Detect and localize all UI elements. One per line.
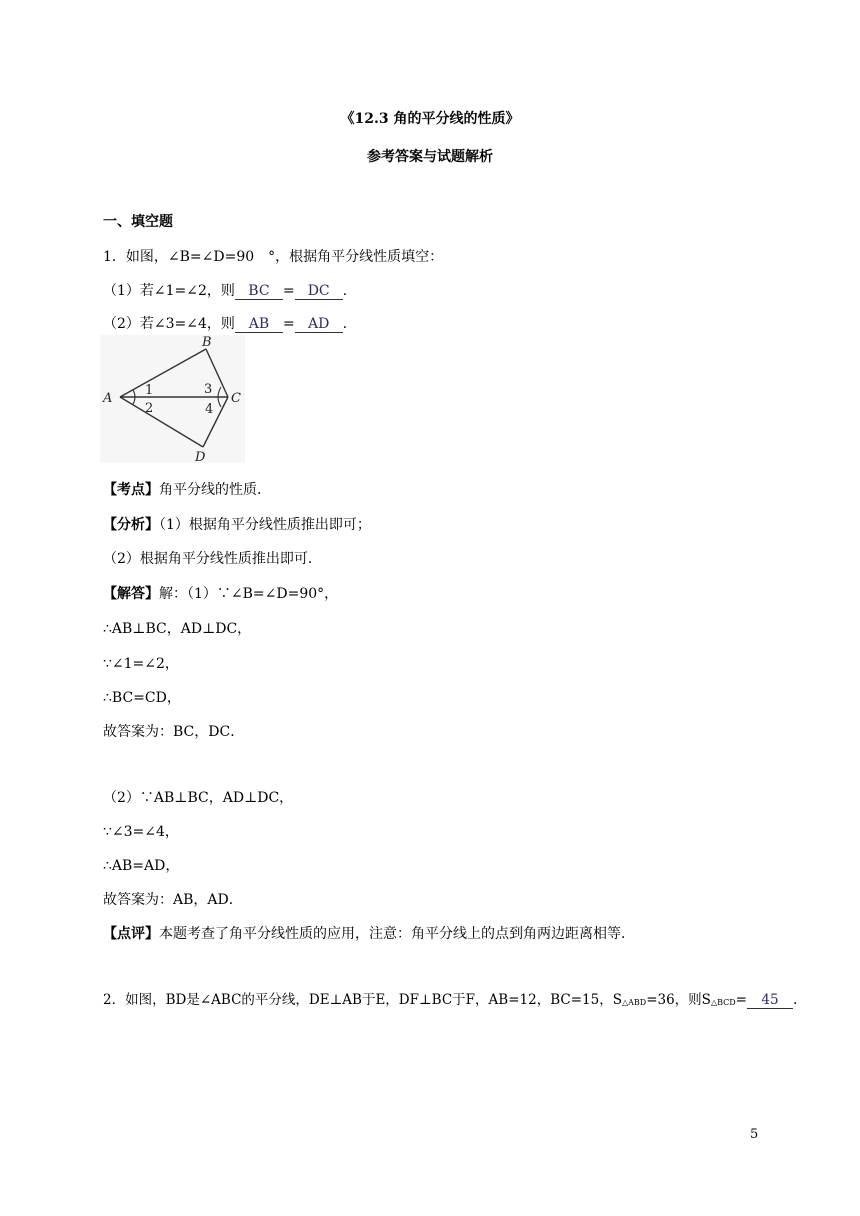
q1-dianping xyxy=(103,925,635,943)
q2-answer: 45 xyxy=(747,992,793,1009)
q1-part1-answer-b: DC xyxy=(295,283,343,300)
q1-fenxi-2: （2）根据角平分线性质推出即可． xyxy=(103,551,322,567)
jieda-text: 解：（1）∵∠B=∠D=90°， xyxy=(159,586,339,602)
fenxi-label: 【分析】 xyxy=(103,517,159,533)
dianping-label: 【点评】 xyxy=(103,926,159,942)
fenxi-text: （1）根据角平分线性质推出即可； xyxy=(159,517,371,533)
q1-geometry-figure xyxy=(100,335,245,463)
solution-part2-line-4: 故答案为：AB，AD． xyxy=(103,892,243,908)
q1-part2 xyxy=(103,315,347,333)
label-angle-4: 4 xyxy=(205,402,214,417)
q1-part1-end: . xyxy=(342,283,348,299)
solution-part2-line-1: （2）∵AB⊥BC，AD⊥DC， xyxy=(103,790,294,806)
q1-part2-end: . xyxy=(342,316,348,332)
solution-line-4: 故答案为：BC，DC． xyxy=(103,724,245,740)
quadrilateral-diagram xyxy=(100,335,245,463)
q1-part1-prefix: （1）若∠1=∠2，则 xyxy=(103,283,235,299)
q1-fenxi xyxy=(103,516,371,534)
q1-part2-prefix: （2）若∠3=∠4，则 xyxy=(103,316,235,332)
figure-background xyxy=(100,335,245,463)
q2-text-2: =36，则S xyxy=(646,992,711,1008)
label-b: B xyxy=(202,335,212,350)
solution-part2-line-3: ∴AB=AD， xyxy=(103,858,180,874)
q2-text: 2．如图，BD是∠ABC的平分线，DE⊥AB于E，DF⊥BC于F，AB=12，BC=15，S xyxy=(103,992,622,1008)
label-angle-3: 3 xyxy=(204,382,213,397)
section-heading: 一、填空题 xyxy=(103,214,173,230)
kaodian-label: 【考点】 xyxy=(103,482,159,498)
q2-subscript-abd: △ABD xyxy=(621,998,647,1007)
label-c: C xyxy=(231,391,241,406)
q1-part1-answer-a: BC xyxy=(235,283,283,300)
solution-line-1: ∴AB⊥BC，AD⊥DC， xyxy=(103,621,252,637)
doc-title: 《12.3 角的平分线的性质》 xyxy=(340,111,520,127)
label-angle-1: 1 xyxy=(145,383,154,398)
q2-text-3: = xyxy=(735,992,747,1008)
q1-part1 xyxy=(103,282,347,300)
kaodian-text: 角平分线的性质． xyxy=(159,482,271,498)
page-number: 5 xyxy=(750,1127,759,1142)
q1-part1-equals: = xyxy=(282,283,295,299)
q1-kaodian xyxy=(103,481,271,499)
q1-part2-equals: = xyxy=(282,316,295,332)
label-angle-2: 2 xyxy=(145,401,154,416)
q1-jieda xyxy=(103,585,338,603)
q1-stem: 1．如图，∠B=∠D=90 °，根据角平分线性质填空： xyxy=(103,249,444,265)
q2-stem xyxy=(103,991,797,1012)
jieda-label: 【解答】 xyxy=(103,586,159,602)
doc-subtitle: 参考答案与试题解析 xyxy=(367,149,493,165)
q1-part2-answer-a: AB xyxy=(235,316,283,333)
dianping-text: 本题考查了角平分线性质的应用，注意：角平分线上的点到角两边距离相等． xyxy=(159,926,635,942)
solution-part2-line-2: ∵∠3=∠4， xyxy=(103,824,179,840)
q2-subscript-bcd: △BCD xyxy=(710,998,736,1007)
q1-part2-answer-b: AD xyxy=(295,316,343,333)
label-d: D xyxy=(195,450,206,463)
label-a: A xyxy=(103,391,113,406)
solution-line-3: ∴BC=CD， xyxy=(103,690,181,706)
solution-line-2: ∵∠1=∠2， xyxy=(103,656,179,672)
q2-end: . xyxy=(792,992,798,1008)
